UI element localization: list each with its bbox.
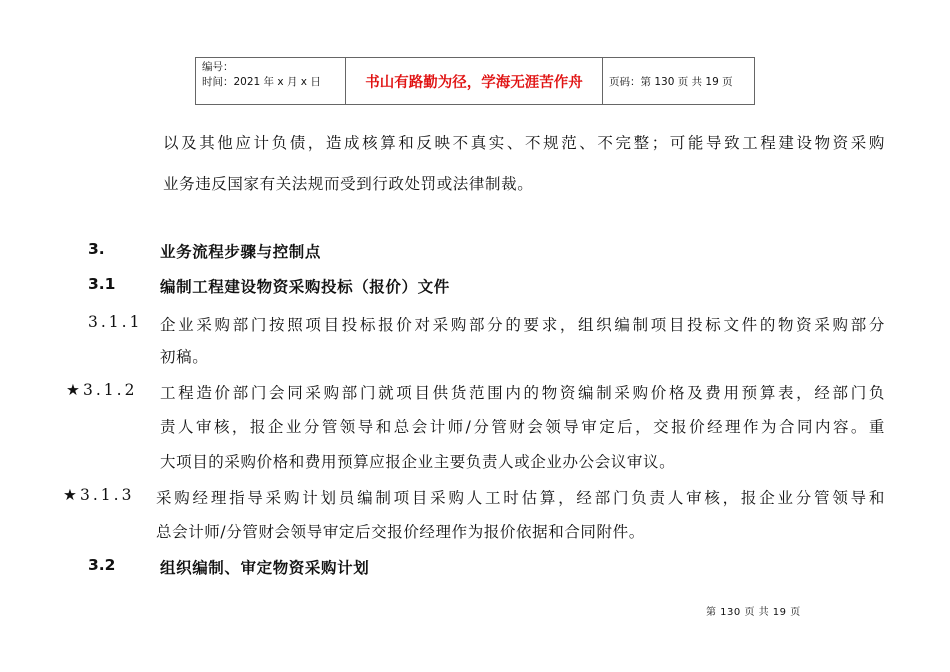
time-label: 时间：2021 年 x 月 x 日 [202,76,321,88]
intro-line-1: 以及其他应计负债，造成核算和反映不真实、不规范、不完整；可能导致工程建设物资采购 [163,134,885,152]
section-3-1-3-number: 3.1.3 [80,486,135,504]
section-3-1-3-line-1: 采购经理指导采购计划员编制项目采购人工时估算，经部门负责人审核，报企业分管领导和 [156,489,885,507]
section-3-1-number: 3.1 [88,275,116,293]
section-3-2-title: 组织编制、审定物资采购计划 [160,559,370,577]
section-3-1-3-line-2: 总会计师/分管财会领导审定后交报价经理作为报价依据和合同附件。 [156,523,645,541]
header-meta-cell [196,58,346,104]
header-page-info: 页码：第 130 页 共 19 页 [609,75,733,88]
page-header-table [195,57,755,105]
section-3-1-2-number: 3.1.2 [83,381,138,399]
intro-line-2: 业务违反国家有关法规而受到行政处罚或法律制裁。 [163,175,534,193]
section-3-1-title: 编制工程建设物资采购投标（报价）文件 [160,278,450,296]
page-footer: 第 130 页 共 19 页 [706,607,801,618]
number-label: 编号： [202,61,234,73]
section-3-1-1-line-2: 初稿。 [160,348,209,366]
header-motto: 书山有路勤为径，学海无涯苦作舟 [346,58,603,104]
star-icon: ★ [63,486,77,504]
section-3-title: 业务流程步骤与控制点 [160,243,322,261]
star-icon: ★ [66,381,80,399]
section-3-number: 3. [88,240,105,258]
section-3-1-1-line-1: 企业采购部门按照项目投标报价对采购部分的要求，组织编制项目投标文件的物资采购部分 [160,316,885,334]
section-3-1-2-line-2: 责人审核，报企业分管领导和总会计师/分管财会领导审定后，交报价经理作为合同内容。重 [160,418,885,436]
section-3-1-2-line-3: 大项目的采购价格和费用预算应报企业主要负责人或企业办公会议审议。 [160,453,676,471]
section-3-1-1-number: 3.1.1 [88,313,143,331]
section-3-1-2-line-1: 工程造价部门会同采购部门就项目供货范围内的物资编制采购价格及费用预算表，经部门负 [160,384,885,402]
section-3-2-number: 3.2 [88,556,116,574]
